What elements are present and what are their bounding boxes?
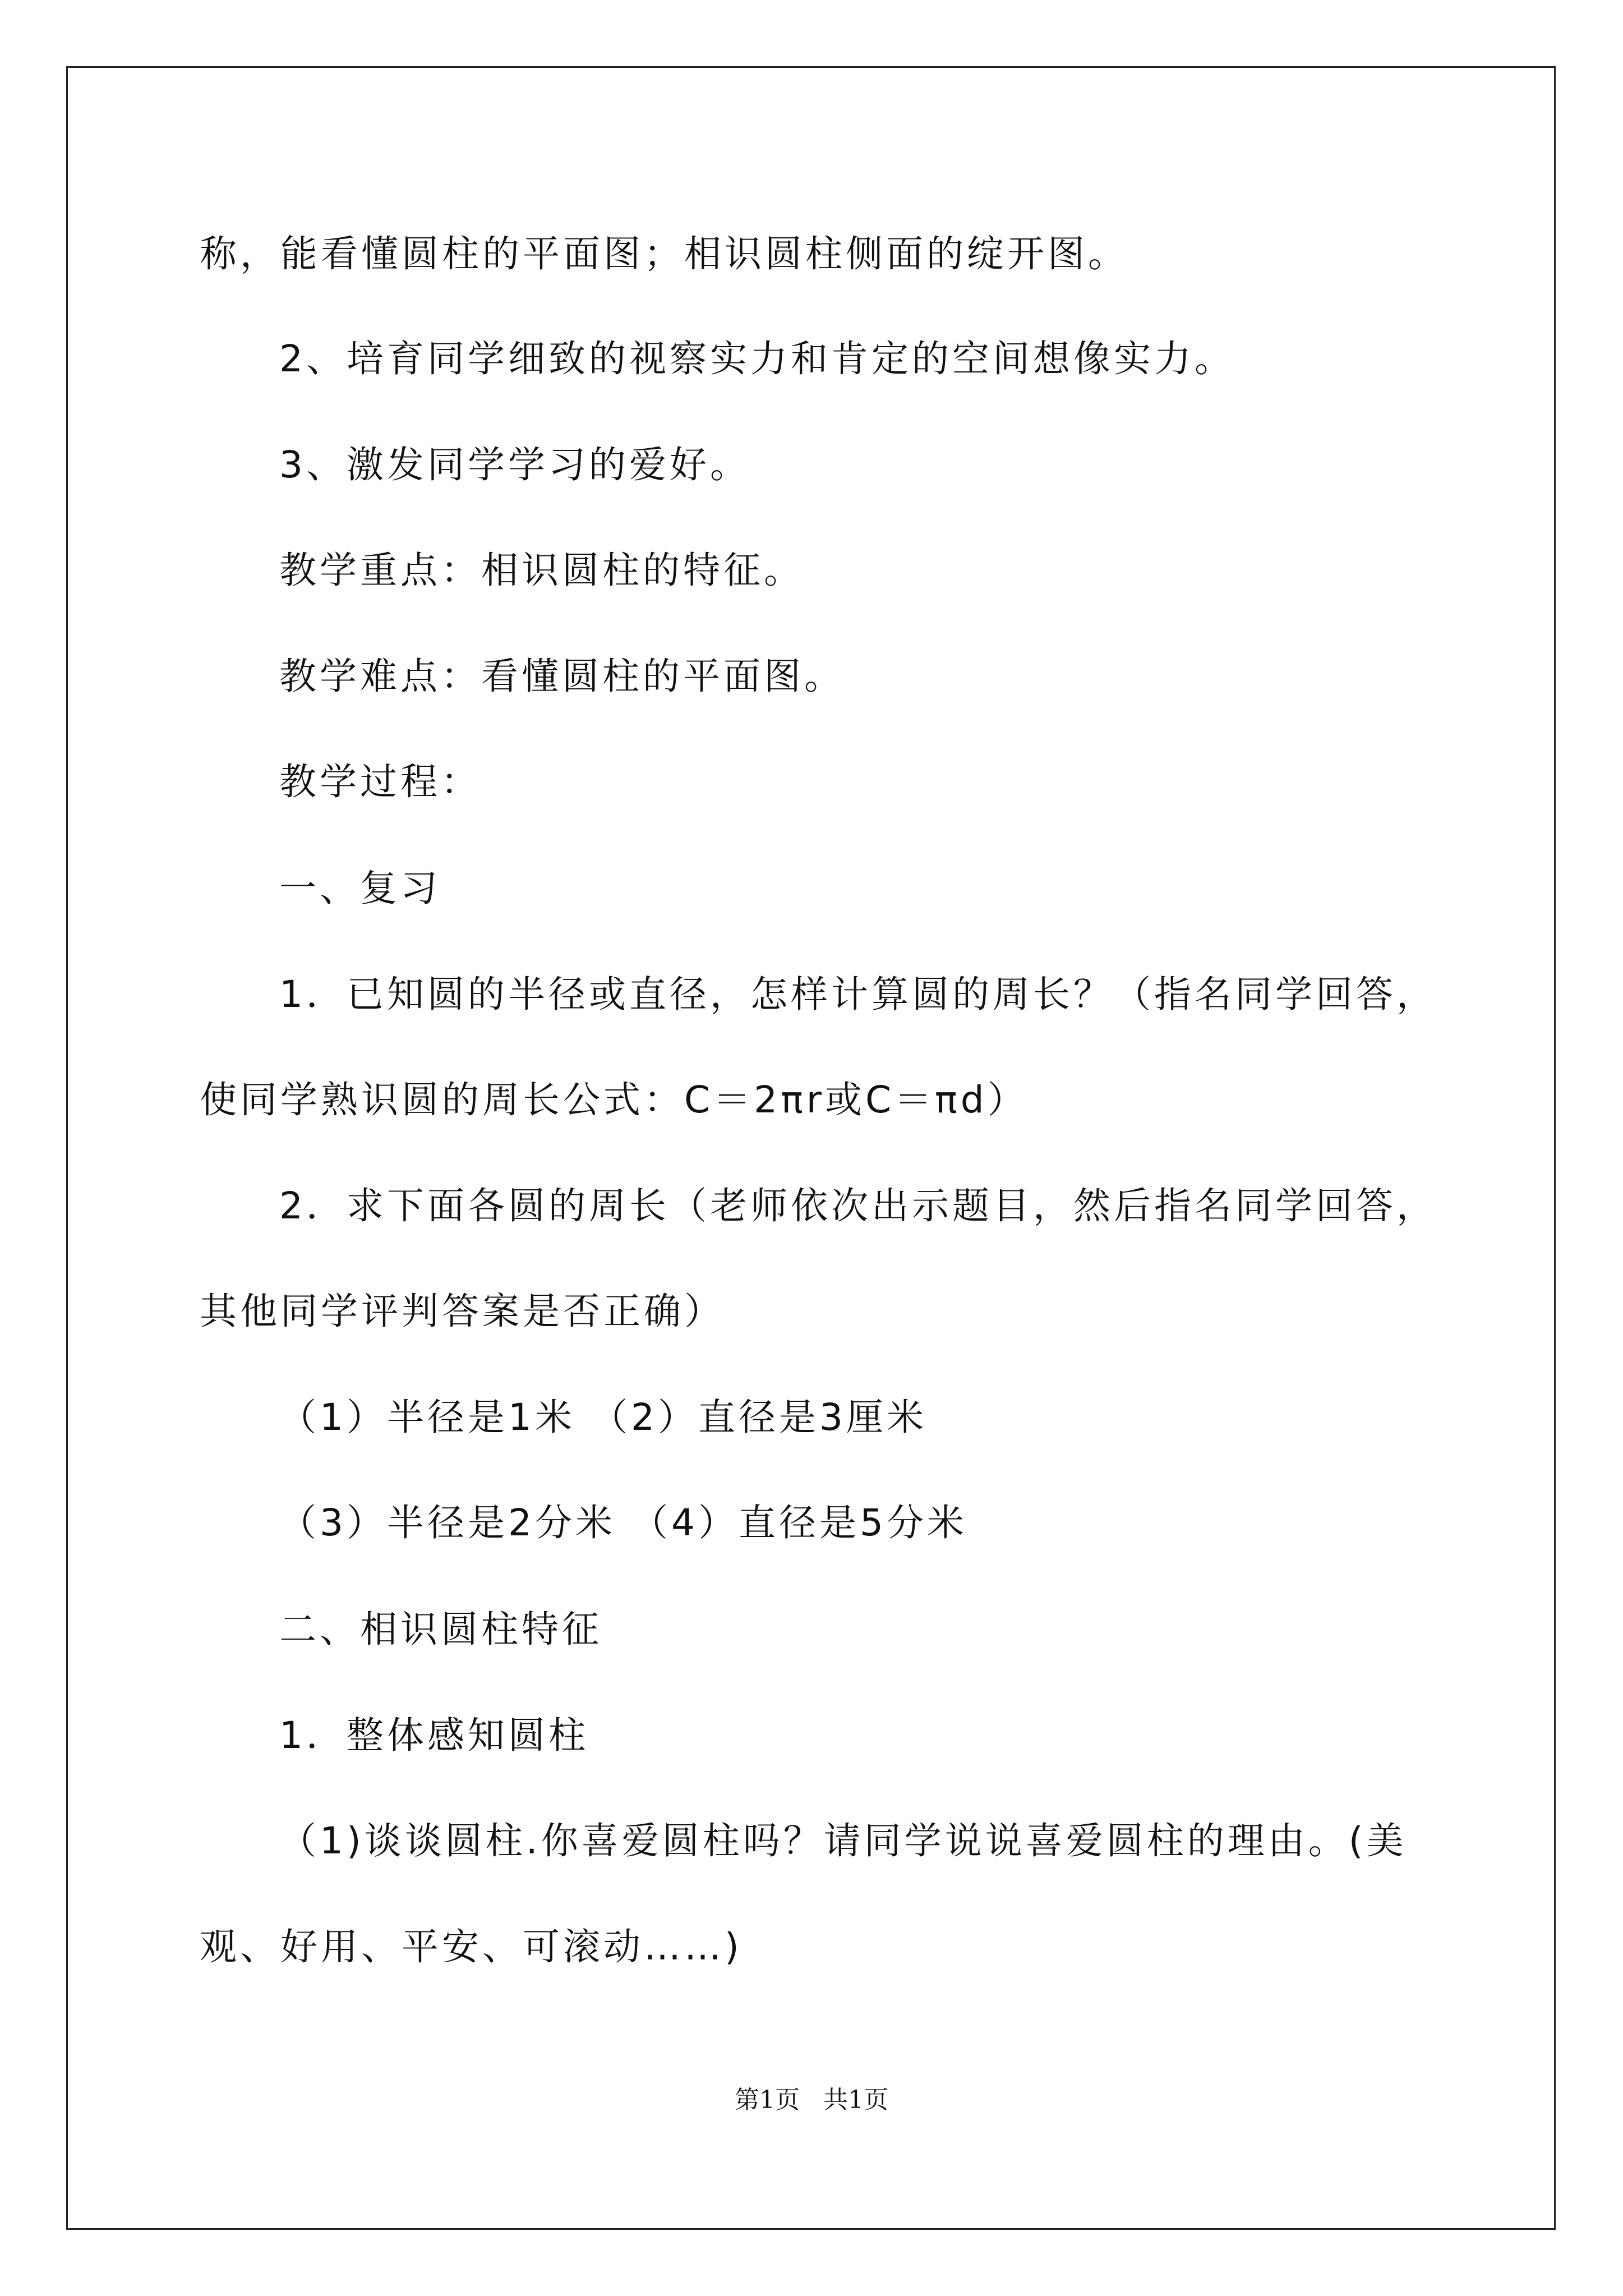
text-line-8: 1．已知圆的半径或直径，怎样计算圆的周长？（指名同学回答， xyxy=(279,973,1437,1016)
text-line-17: 观、好用、平安、可滚动……) xyxy=(200,1925,743,1968)
text-line-4: 教学重点：相识圆柱的特征。 xyxy=(279,549,804,592)
text-line-1: 称，能看懂圆柱的平面图；相识圆柱侧面的绽开图。 xyxy=(200,232,1128,275)
text-line-15: 1．整体感知圆柱 xyxy=(279,1714,589,1757)
text-line-10: 2．求下面各圆的周长（老师依次出示题目，然后指名同学回答， xyxy=(279,1184,1437,1227)
text-line-2: 2、培育同学细致的视察实力和肯定的空间想像实力。 xyxy=(279,337,1235,380)
text-line-3: 3、激发同学学习的爱好。 xyxy=(279,443,750,486)
text-line-5: 教学难点：看懂圆柱的平面图。 xyxy=(279,655,845,698)
text-line-7: 一、复习 xyxy=(279,867,441,910)
text-line-9: 使同学熟识圆的周长公式：C＝2πr或C＝πd） xyxy=(200,1078,1028,1121)
page-footer: 第1页 共1页 xyxy=(735,2086,888,2114)
text-line-16: （1)谈谈圆柱.你喜爱圆柱吗？请同学说说喜爱圆柱的理由。(美 xyxy=(279,1819,1407,1862)
text-line-14: 二、相识圆柱特征 xyxy=(279,1608,602,1651)
text-line-13: （3）半径是2分米 （4）直径是5分米 xyxy=(279,1501,967,1544)
page-border xyxy=(66,66,1556,2230)
text-line-11: 其他同学评判答案是否正确） xyxy=(200,1290,725,1333)
text-line-6: 教学过程： xyxy=(279,760,481,803)
text-line-12: （1）半径是1米 （2）直径是3厘米 xyxy=(279,1396,927,1439)
